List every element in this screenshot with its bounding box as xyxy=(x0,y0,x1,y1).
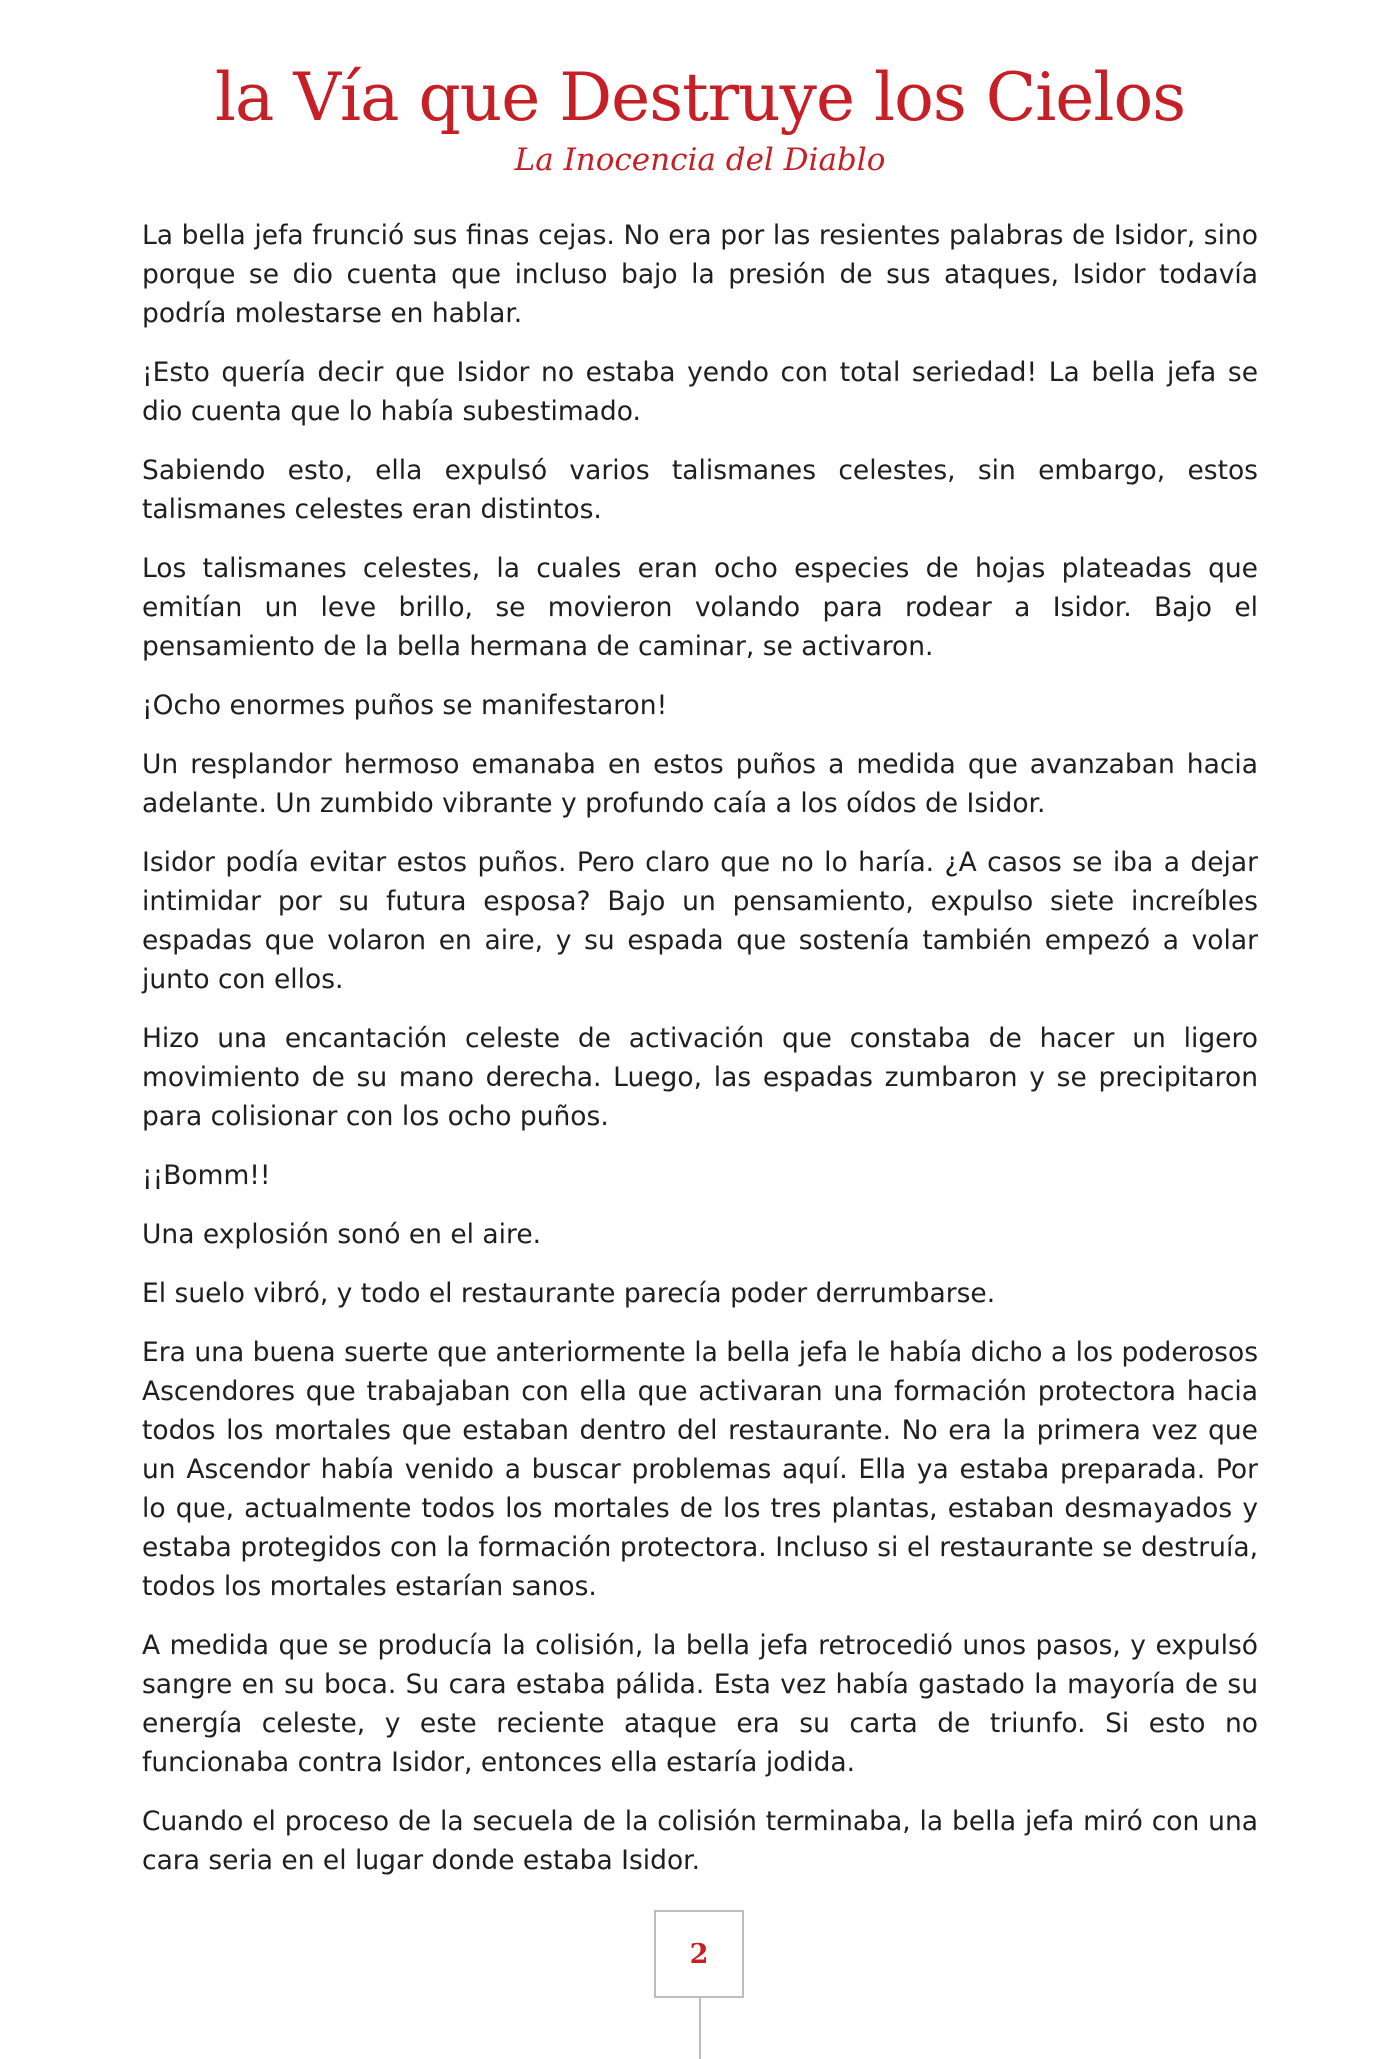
page-number-box xyxy=(654,1910,744,1998)
page-header xyxy=(0,58,1400,180)
paragraph: Cuando el proceso de la secuela de la colisión terminaba, la bella jefa miró con una cara seria en el lugar donde estaba Isidor. xyxy=(142,1806,1258,1876)
chapter-body xyxy=(142,216,1258,1900)
paragraph: A medida que se producía la colisión, la bella jefa retrocedió unos pasos, y expulsó sangre en su boca. Su cara estaba pálida. Esta vez había gastado la mayoría de su energía celeste, y este reciente ataque era su carta de triunfo. Si esto no funcionaba contra Isidor, entonces ella estaría jodida. xyxy=(142,1630,1258,1778)
paragraph: La bella jefa frunció sus finas cejas. No era por las resientes palabras de Isidor, sino porque se dio cuenta que incluso bajo la presión de sus ataques, Isidor todavía podría molestarse en hablar. xyxy=(142,220,1258,329)
paragraph: Era una buena suerte que anteriormente la bella jefa le había dicho a los poderosos Ascendores que trabajaban con ella que activaran una formación protectora hacia todos los mortales que estaban dentro del restaurante. No era la primera vez que un Ascendor había venido a buscar problemas aquí. Ella ya estaba preparada. Por lo que, actualmente todos los mortales de los tres plantas, estaban desmayados y estaba protegidos con la formación protectora. Incluso si el restaurante se destruía, todos los mortales estarían sanos. xyxy=(142,1337,1258,1602)
paragraph: Isidor podía evitar estos puños. Pero claro que no lo haría. ¿A casos se iba a dejar intimidar por su futura esposa? Bajo un pensamiento, expulso siete increíbles espadas que volaron en aire, y su espada que sostenía también empezó a volar junto con ellos. xyxy=(142,847,1258,995)
paragraph: ¡¡Bomm!! xyxy=(142,1160,271,1191)
paragraph: El suelo vibró, y todo el restaurante parecía poder derrumbarse. xyxy=(142,1278,996,1309)
paragraph: Una explosión sonó en el aire. xyxy=(142,1219,542,1250)
paragraph: Hizo una encantación celeste de activación que constaba de hacer un ligero movimiento de su mano derecha. Luego, las espadas zumbaron y se precipitaron para colisionar con los ocho puños. xyxy=(142,1023,1258,1132)
paragraph: Sabiendo esto, ella expulsó varios talismanes celestes, sin embargo, estos talismanes celestes eran distintos. xyxy=(142,455,1258,525)
book-subtitle: La Inocencia del Diablo xyxy=(514,142,886,178)
paragraph: Los talismanes celestes, la cuales eran ocho especies de hojas plateadas que emitían un leve brillo, se movieron volando para rodear a Isidor. Bajo el pensamiento de la bella hermana de caminar, se activaron. xyxy=(142,553,1258,662)
paragraph: ¡Esto quería decir que Isidor no estaba yendo con total seriedad! La bella jefa se dio cuenta que lo había subestimado. xyxy=(142,357,1258,427)
book-title: la Vía que Destruye los Cielos xyxy=(214,59,1186,136)
paragraph: ¡Ocho enormes puños se manifestaron! xyxy=(142,690,668,721)
paragraph: Un resplandor hermoso emanaba en estos puños a medida que avanzaban hacia adelante. Un zumbido vibrante y profundo caía a los oídos de Isidor. xyxy=(142,749,1258,819)
page-number: 2 xyxy=(689,1938,709,1970)
page-number-stem xyxy=(699,1998,701,2059)
